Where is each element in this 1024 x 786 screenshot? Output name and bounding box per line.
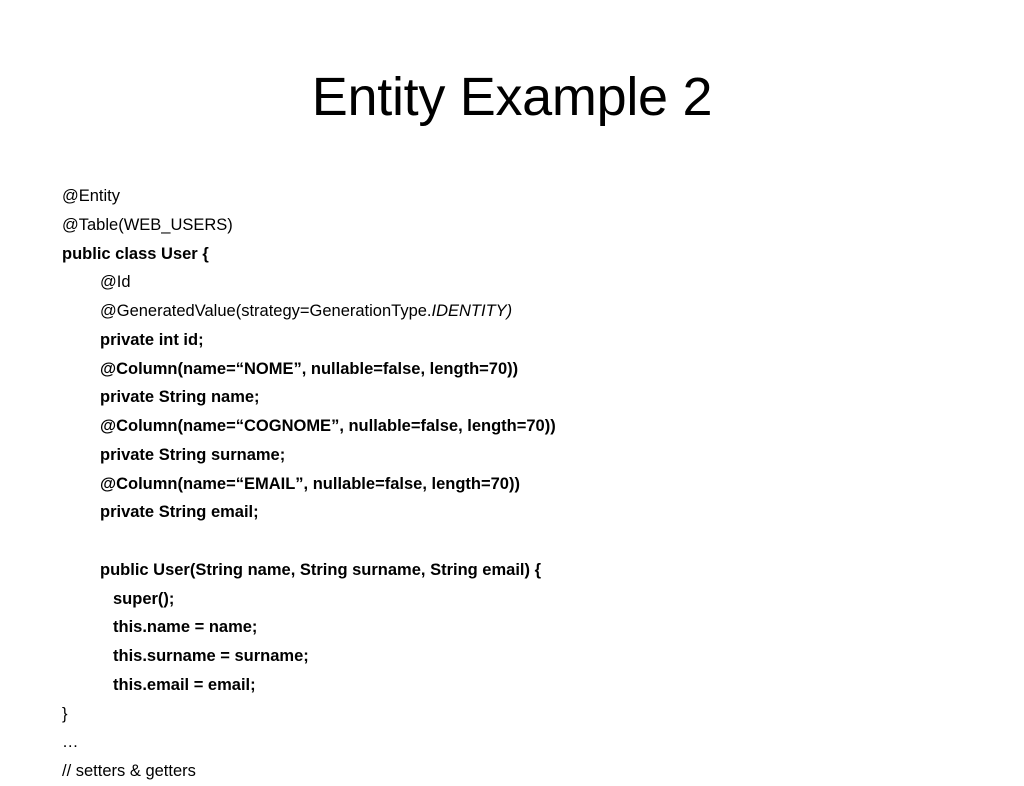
code-line: this.name = name; (113, 618, 258, 637)
code-line: private String surname; (100, 445, 286, 464)
code-line: @Id (100, 273, 131, 292)
code-line (62, 297, 982, 326)
code-line: super(); (113, 589, 175, 608)
code-line: @Table(WEB_USERS) (62, 215, 233, 234)
code-line: public class User { (62, 244, 209, 263)
code-text-italic: IDENTITY) (431, 302, 513, 320)
code-line: private String email; (100, 503, 259, 522)
code-line: this.email = email; (113, 675, 256, 694)
code-line: @Column(name=“NOME”, nullable=false, length=70)) (100, 359, 519, 378)
code-line: // setters & getters (62, 762, 196, 780)
code-line: private int id; (100, 330, 204, 349)
code-line: @Column(name=“EMAIL”, nullable=false, length=70)) (100, 474, 520, 493)
code-line: private String name; (100, 388, 260, 407)
code-line-blank (62, 527, 982, 556)
code-line: @Entity (62, 187, 121, 205)
code-text: @GeneratedValue(strategy=GenerationType. (100, 302, 432, 320)
code-line: this.surname = surname; (113, 647, 309, 665)
code-line: public User(String name, String surname, String email) { (100, 560, 542, 579)
slide-title: Entity Example 2 (311, 67, 713, 127)
code-line: } (62, 704, 68, 723)
code-line: … (62, 733, 79, 752)
code-line: @Column(name=“COGNOME”, nullable=false, length=70)) (100, 417, 556, 435)
code-block (62, 182, 982, 786)
